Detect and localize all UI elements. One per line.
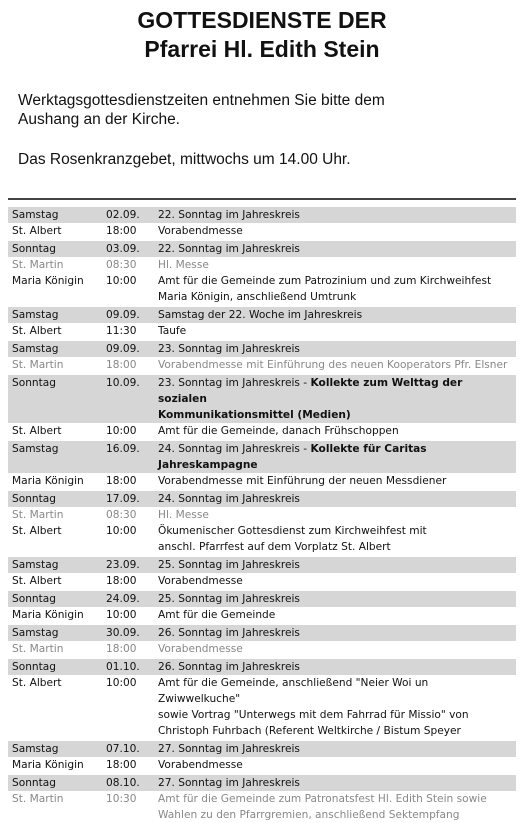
schedule-row bbox=[8, 490, 516, 507]
schedule-row bbox=[8, 523, 516, 556]
row-date-time: 09.09. bbox=[103, 340, 155, 357]
row-description bbox=[155, 641, 516, 658]
row-label: Sonntag bbox=[8, 240, 103, 257]
row-date-time: 10:00 bbox=[106, 425, 137, 437]
row-description bbox=[155, 740, 516, 757]
schedule-row bbox=[8, 357, 516, 374]
schedule-row bbox=[8, 306, 516, 323]
description-text: 24. Sonntag im Jahreskreis - bbox=[158, 443, 311, 455]
schedule-row bbox=[8, 240, 516, 257]
schedule-row bbox=[8, 206, 516, 223]
row-description bbox=[155, 507, 516, 523]
collection-note-continued: Kommunikationsmittel (Medien) bbox=[158, 409, 351, 421]
row-label: Sonntag bbox=[8, 774, 103, 791]
description-text: Vorabendmesse bbox=[158, 759, 243, 771]
description-text: 26. Sonntag im Jahreskreis bbox=[158, 661, 300, 673]
row-label: St. Martin bbox=[12, 643, 64, 655]
row-description bbox=[155, 323, 516, 340]
description-continued: sowie Vortrag "Unterwegs mit dem Fahrrad für Missio" von bbox=[158, 709, 469, 721]
row-label: Samstag bbox=[8, 306, 103, 323]
description-text: Amt für die Gemeinde bbox=[158, 609, 276, 621]
row-label: Samstag bbox=[8, 440, 103, 473]
description-text: 24. Sonntag im Jahreskreis bbox=[158, 493, 300, 505]
description-text: Ökumenischer Gottesdienst zum Kirchweihfest mit bbox=[158, 525, 427, 537]
row-label: Sonntag bbox=[8, 490, 103, 507]
row-date-time: 18:00 bbox=[106, 475, 137, 487]
row-date-time: 03.09. bbox=[103, 240, 155, 257]
row-description bbox=[155, 306, 516, 323]
description-continued: Maria Königin, anschließend Umtrunk bbox=[158, 291, 357, 303]
row-date-time: 10:30 bbox=[106, 793, 137, 805]
row-date-time: 24.09. bbox=[103, 590, 155, 607]
schedule-row bbox=[8, 423, 516, 440]
row-date-time: 09.09. bbox=[103, 306, 155, 323]
schedule-row bbox=[8, 374, 516, 423]
row-date-time: 01.10. bbox=[103, 658, 155, 675]
row-date-time: 08.10. bbox=[103, 774, 155, 791]
description-text: Amt für die Gemeinde zum Patronatsfest Hl. Edith Stein sowie bbox=[158, 793, 487, 805]
row-description bbox=[155, 658, 516, 675]
row-date-time: 10:00 bbox=[106, 275, 137, 287]
schedule-row bbox=[8, 641, 516, 658]
row-date-time: 02.09. bbox=[103, 206, 155, 223]
description-continued: anschl. Pfarrfest auf dem Vorplatz St. Albert bbox=[158, 541, 391, 553]
schedule-row bbox=[8, 340, 516, 357]
schedule-row bbox=[8, 507, 516, 523]
description-text: 22. Sonntag im Jahreskreis bbox=[158, 243, 300, 255]
schedule-body bbox=[8, 206, 516, 823]
row-label: Samstag bbox=[8, 740, 103, 757]
row-description bbox=[155, 590, 516, 607]
row-date-time: 30.09. bbox=[103, 624, 155, 641]
collection-note: Kollekte zum Welttag der sozialen bbox=[158, 377, 463, 405]
description-continued: Christoph Fuhrbach (Referent Weltkirche / Bistum Speyer bbox=[158, 725, 461, 737]
row-date-time: 08:30 bbox=[106, 509, 137, 521]
row-description bbox=[155, 556, 516, 573]
row-label: St. Martin bbox=[12, 359, 64, 371]
row-label: St. Albert bbox=[12, 677, 62, 689]
row-date-time: 10:00 bbox=[106, 677, 137, 689]
row-label: Sonntag bbox=[8, 590, 103, 607]
description-text: 27. Sonntag im Jahreskreis bbox=[158, 743, 300, 755]
row-date-time: 11:30 bbox=[106, 325, 137, 337]
row-date-time: 18:00 bbox=[106, 575, 137, 587]
schedule-row bbox=[8, 740, 516, 757]
row-description bbox=[155, 490, 516, 507]
description-text: Hl. Messe bbox=[158, 509, 209, 521]
schedule-row bbox=[8, 223, 516, 240]
description-text: Vorabendmesse mit Einführung der neuen Messdiener bbox=[158, 475, 447, 487]
row-label: St. Martin bbox=[12, 793, 64, 805]
row-description bbox=[155, 757, 516, 774]
row-date-time: 18:00 bbox=[106, 643, 137, 655]
row-description bbox=[155, 675, 516, 740]
schedule-row bbox=[8, 440, 516, 473]
row-label: Sonntag bbox=[8, 374, 103, 423]
schedule-row bbox=[8, 624, 516, 641]
intro-line-2: Aushang an der Kirche. bbox=[18, 111, 180, 128]
schedule-row bbox=[8, 473, 516, 490]
row-label: Maria Königin bbox=[12, 609, 84, 621]
schedule-row bbox=[8, 675, 516, 740]
schedule-row bbox=[8, 607, 516, 624]
row-label: Samstag bbox=[8, 206, 103, 223]
row-date-time: 17.09. bbox=[103, 490, 155, 507]
row-label: Maria Königin bbox=[12, 475, 84, 487]
row-label: St. Albert bbox=[12, 425, 62, 437]
schedule-row bbox=[8, 556, 516, 573]
title-line-2: Pfarrei Hl. Edith Stein bbox=[144, 36, 380, 62]
description-text: Vorabendmesse bbox=[158, 575, 243, 587]
row-date-time: 10.09. bbox=[103, 374, 155, 423]
schedule-row bbox=[8, 573, 516, 590]
row-label: St. Albert bbox=[12, 225, 62, 237]
row-date-time: 23.09. bbox=[103, 556, 155, 573]
description-text: Vorabendmesse bbox=[158, 225, 243, 237]
description-text: 22. Sonntag im Jahreskreis bbox=[158, 209, 300, 221]
row-description bbox=[155, 206, 516, 223]
row-description bbox=[155, 223, 516, 240]
description-text: Vorabendmesse bbox=[158, 643, 243, 655]
schedule-row bbox=[8, 757, 516, 774]
row-description bbox=[155, 240, 516, 257]
description-text: 26. Sonntag im Jahreskreis bbox=[158, 627, 300, 639]
row-date-time: 08:30 bbox=[106, 259, 137, 271]
row-description bbox=[155, 523, 516, 556]
title-line-1: GOTTESDIENSTE DER bbox=[137, 7, 387, 33]
description-text: Taufe bbox=[158, 325, 187, 337]
description-text: 25. Sonntag im Jahreskreis bbox=[158, 559, 300, 571]
collection-note: Kollekte für Caritas Jahreskampagne bbox=[158, 443, 427, 471]
row-label: St. Martin bbox=[12, 509, 64, 521]
row-label: Maria Königin bbox=[12, 759, 84, 771]
row-date-time: 18:00 bbox=[106, 225, 137, 237]
row-label: Samstag bbox=[8, 340, 103, 357]
schedule-row bbox=[8, 323, 516, 340]
row-description bbox=[155, 257, 516, 273]
row-label: St. Albert bbox=[12, 325, 62, 337]
page-title bbox=[0, 0, 524, 64]
schedule-table bbox=[8, 205, 516, 823]
row-description bbox=[155, 774, 516, 791]
rosary-note: Das Rosenkranzgebet, mittwochs um 14.00 Uhr. bbox=[18, 151, 351, 168]
row-description bbox=[155, 357, 516, 374]
row-date-time: 10:00 bbox=[106, 609, 137, 621]
schedule-row bbox=[8, 590, 516, 607]
schedule-row bbox=[8, 791, 516, 823]
description-text: Vorabendmesse mit Einführung des neuen Kooperators Pfr. Elsner bbox=[158, 359, 508, 371]
schedule-row bbox=[8, 257, 516, 273]
schedule-row bbox=[8, 774, 516, 791]
row-date-time: 18:00 bbox=[106, 359, 137, 371]
description-text: 23. Sonntag im Jahreskreis bbox=[158, 343, 300, 355]
row-description bbox=[155, 791, 516, 823]
row-label: St. Martin bbox=[12, 259, 64, 271]
row-description bbox=[155, 273, 516, 306]
row-description bbox=[155, 607, 516, 624]
description-text: Hl. Messe bbox=[158, 259, 209, 271]
description-text: 25. Sonntag im Jahreskreis bbox=[158, 593, 300, 605]
divider bbox=[8, 198, 516, 200]
row-label: Samstag bbox=[8, 556, 103, 573]
schedule-row bbox=[8, 273, 516, 306]
row-label: Maria Königin bbox=[12, 275, 84, 287]
row-description bbox=[155, 624, 516, 641]
row-date-time: 10:00 bbox=[106, 525, 137, 537]
row-date-time: 16.09. bbox=[103, 440, 155, 473]
row-description bbox=[155, 374, 516, 423]
description-text: 23. Sonntag im Jahreskreis - bbox=[158, 377, 311, 389]
intro-paragraph bbox=[18, 91, 385, 129]
description-continued: Wahlen zu den Pfarrgremien, anschließend Sektempfang bbox=[158, 809, 460, 821]
intro-line-1: Werktagsgottesdienstzeiten entnehmen Sie bitte dem bbox=[18, 92, 385, 109]
description-text: Amt für die Gemeinde zum Patrozinium und zum Kirchweihfest bbox=[158, 275, 492, 287]
row-label: St. Albert bbox=[12, 575, 62, 587]
row-label: St. Albert bbox=[12, 525, 62, 537]
row-description bbox=[155, 340, 516, 357]
row-label: Samstag bbox=[8, 624, 103, 641]
description-text: 27. Sonntag im Jahreskreis bbox=[158, 777, 300, 789]
row-description bbox=[155, 440, 516, 473]
description-text: Amt für die Gemeinde, danach Frühschoppen bbox=[158, 425, 399, 437]
description-text: Amt für die Gemeinde, anschließend "Neier Woi un Zwiwwelkuche" bbox=[158, 677, 429, 705]
row-date-time: 18:00 bbox=[106, 759, 137, 771]
row-date-time: 07.10. bbox=[103, 740, 155, 757]
row-description bbox=[155, 573, 516, 590]
row-description bbox=[155, 473, 516, 490]
description-text: Samstag der 22. Woche im Jahreskreis bbox=[158, 309, 363, 321]
row-label: Sonntag bbox=[8, 658, 103, 675]
schedule-row bbox=[8, 658, 516, 675]
row-description bbox=[155, 423, 516, 440]
